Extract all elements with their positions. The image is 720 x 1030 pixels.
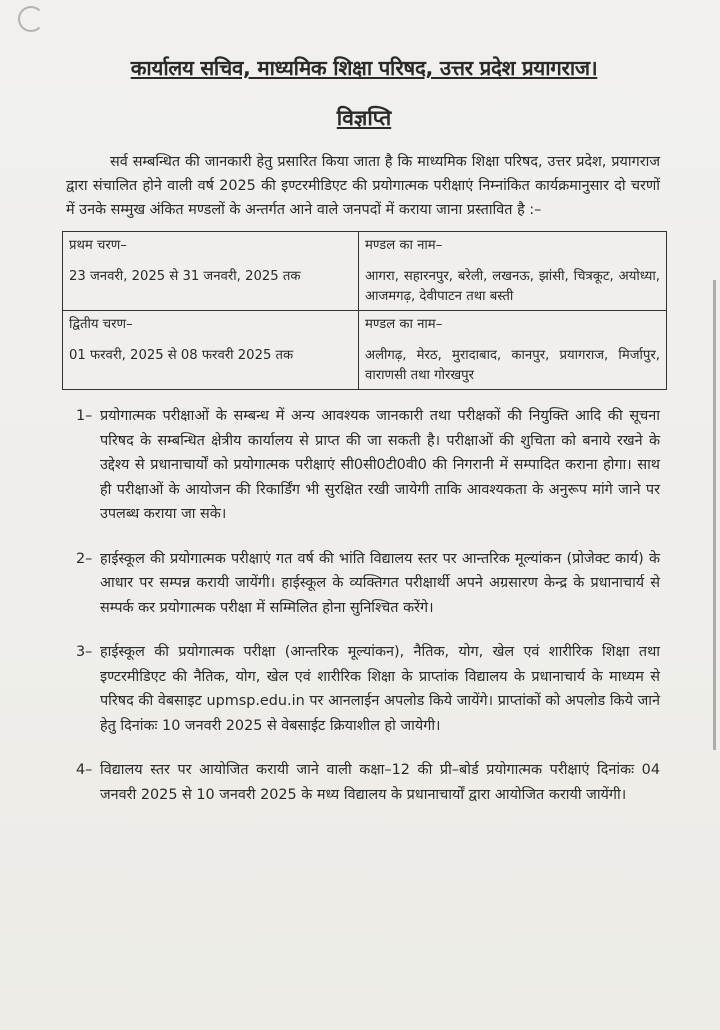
item-text: विद्यालय स्तर पर आयोजित करायी जाने वाली कक्षा–12 की प्री–बोर्ड प्रयोगात्मक परीक्षाएं दिनांकः 04 जनवरी 2025 से 10 जनवरी 2025 के मध्य विद्यालय के प्रधानाचार्यों द्वारा आयोजित करायी जायेंगी।	[100, 762, 660, 803]
list-item	[62, 547, 666, 621]
phase-cell	[63, 232, 359, 311]
division-list: अलीगढ़, मेरठ, मुरादाबाद, कानपुर, प्रयागराज, मिर्जापुर, वाराणसी तथा गोरखपुर	[365, 348, 660, 383]
phase-cell	[63, 311, 359, 390]
list-item	[62, 758, 666, 807]
list-item	[62, 640, 666, 738]
office-title: कार्यालय सचिव, माध्यमिक शिक्षा परिषद, उत्तर प्रदेश प्रयागराज।	[130, 56, 598, 80]
phase-label: प्रथम चरण–	[69, 238, 127, 253]
item-number: 4–	[76, 762, 93, 778]
notice-heading: विज्ञप्ति	[336, 106, 392, 130]
instruction-list	[62, 404, 666, 807]
item-text: प्रयोगात्मक परीक्षाओं के सम्बन्ध में अन्य आवश्यक जानकारी तथा परीक्षकों की नियुक्ति आदि की सूचना परिषद के सम्बन्धित क्षेत्रीय कार्यालय से प्राप्त की जा सकती है। परीक्षाओं की शुचिता को बनाये रखने के उद्देश्य से प्रधानाचार्यों को प्रयोगात्मक परीक्षाएं सी0सी0टी0वी0 की निगरानी में सम्पादित कराना होगा। साथ ही परीक्षाओं के आयोजन की रिकार्डिंग भी सुरक्षित रखी जायेगी ताकि आवश्यकता के अनुरूप मांगे जाने पर उपलब्ध कराया जा सके।	[100, 408, 660, 522]
phase-dates: 01 फरवरी, 2025 से 08 फरवरी 2025 तक	[69, 348, 294, 363]
item-number: 1–	[76, 408, 93, 424]
table-row	[63, 311, 667, 390]
intro-paragraph: सर्व सम्बन्धित की जानकारी हेतु प्रसारित किया जाता है कि माध्यमिक शिक्षा परिषद, उत्तर प्रदेश, प्रयागराज द्वारा संचालित होने वाली वर्ष 2025 की इण्टरमीडिएट की प्रयोगात्मक परीक्षाएं निम्नांकित कार्यक्रमानुसार दो चरणों में उनके सम्मुख अंकित मण्डलों के अन्तर्गत आने वाले जनपदों में कराया जाना प्रस्तावित है :–	[66, 154, 660, 218]
corner-mark-icon	[18, 6, 44, 32]
phase-label: द्वितीय चरण–	[69, 317, 133, 332]
schedule-table	[62, 231, 667, 390]
division-heading: मण्डल का नाम–	[365, 238, 443, 253]
item-number: 2–	[76, 550, 93, 567]
phase-dates: 23 जनवरी, 2025 से 31 जनवरी, 2025 तक	[69, 269, 301, 284]
division-cell	[359, 311, 667, 390]
division-list: आगरा, सहारनपुर, बरेली, लखनऊ, झांसी, चित्रकूट, अयोध्या, आजमगढ़, देवीपाटन तथा बस्ती	[365, 269, 660, 304]
item-text: हाईस्कूल की प्रयोगात्मक परीक्षाएं गत वर्ष की भांति विद्यालय स्तर पर आन्तरिक मूल्यांकन (प्रोजेक्ट कार्य) के आधार पर सम्पन्न करायी जायेंगी। हाईस्कूल के व्यक्तिगत परीक्षार्थी अपने अग्रसारण केन्द्र के प्रधानाचार्य से सम्पर्क कर प्रयोगात्मक परीक्षा में सम्मिलित होना सुनिश्चित करेंगे।	[100, 550, 660, 616]
division-cell	[359, 232, 667, 311]
table-row	[63, 232, 667, 311]
division-heading: मण्डल का नाम–	[365, 317, 443, 332]
item-text: हाईस्कूल की प्रयोगात्मक परीक्षा (आन्तरिक मूल्यांकन), नैतिक, योग, खेल एवं शारीरिक शिक्षा तथा इण्टरमीडिएट की नैतिक, योग, खेल एवं शारीरिक शिक्षा के प्राप्तांक विद्यालय के प्रधानाचार्य के माध्यम से परिषद की वेबसाइट upmsp.edu.in पर आनलाईन अपलोड किये जायेंगे। प्राप्तांकों को अपलोड किये जाने हेतु दिनांकः 10 जनवरी 2025 से वेबसाईट क्रियाशील हो जायेगी।	[100, 644, 660, 734]
item-number: 3–	[76, 644, 93, 660]
list-item	[62, 404, 666, 527]
page-edge-shadow	[713, 280, 716, 750]
